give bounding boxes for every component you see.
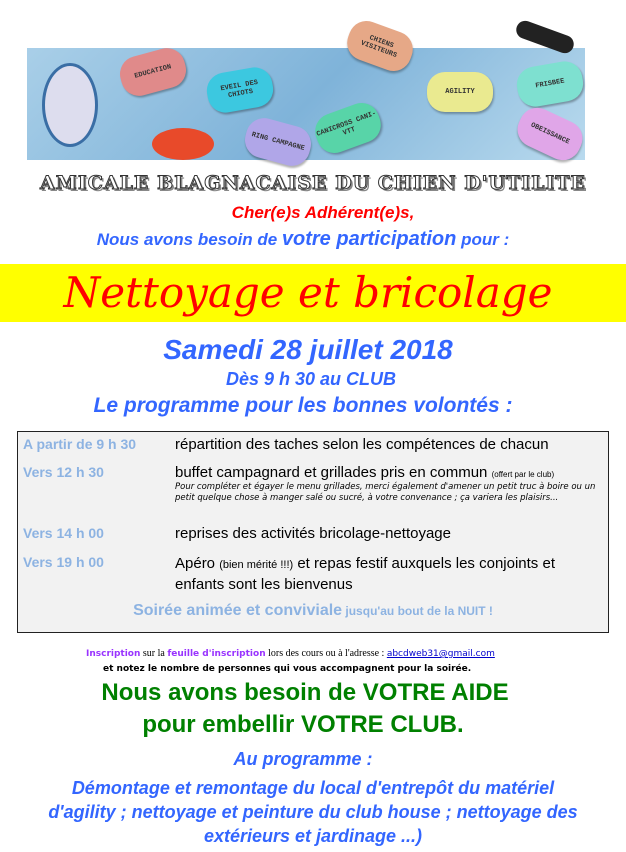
program-heading: Le programme pour les bonnes volontés : (93, 394, 513, 417)
program-time: A partir de 9 h 30 (23, 436, 137, 452)
program-time: Vers 14 h 00 (23, 525, 104, 541)
inscription-a: Inscription (86, 649, 141, 659)
title-band (0, 264, 626, 322)
program-time: Vers 19 h 00 (23, 554, 104, 570)
evening-line (18, 602, 608, 620)
tag-obeissance: OBEISSANCE (512, 102, 589, 166)
dog-medallion (42, 63, 98, 147)
program-desc: reprises des activités bricolage-nettoyage (175, 525, 451, 542)
program-note: Pour compléter et égayer le menu grillades, merci également d'amener un petit truc à boire ou un petit quelque chose à manger salé ou sucré, à votre convenance ; ça variera les plaisirs... (175, 482, 596, 503)
inscription-c: feuille d'inscription (167, 649, 266, 659)
tag-education: EDUCATION (116, 44, 190, 100)
inscription-b: sur la (140, 648, 168, 659)
event-time: Dès 9 h 30 au CLUB (225, 369, 397, 389)
program-small: (bien mérité !!!) (219, 559, 294, 571)
program-desc2: et repas festif auxquels les conjoints et enfants sont les bienvenus (175, 555, 555, 593)
tag-agility: AGILITY (427, 72, 493, 112)
inscription (86, 648, 495, 659)
tag-frisbee: FRISBEE (514, 59, 586, 110)
tag-eveil: EVEIL DES CHIOTS (204, 65, 276, 116)
event-date: Samedi 28 juillet 2018 (163, 334, 453, 365)
inscription-line2: et notez le nombre de personnes qui vous accompagnent pour la soirée. (103, 664, 472, 674)
evening-b: jusqu'au bout de la NUIT ! (342, 604, 493, 618)
event-title: Nettoyage et bricolage (63, 268, 553, 317)
agenda-heading: Au programme : (233, 749, 373, 769)
program-desc: buffet campagnard et grillades pris en commun (175, 464, 488, 481)
intro (0, 228, 616, 251)
inscription-d: lors des cours ou à l'adresse : (265, 648, 387, 659)
banner-image (27, 34, 585, 160)
help-line-2: pour embellir VOTRE CLUB. (142, 711, 464, 738)
tag-ring: RING CAMPAGNE (241, 114, 315, 170)
intro-c: pour : (456, 230, 510, 249)
evening-a: Soirée animée et conviviale (133, 602, 343, 619)
program-box (17, 431, 609, 633)
bowl-image (152, 128, 214, 160)
club-name: AMICALE BLAGNACAISE DU CHIEN D'UTILITE (40, 172, 586, 194)
program-desc: Apéro (175, 555, 216, 572)
tag-canicross: CANICROSS CANI-VTT (310, 98, 386, 158)
email-link[interactable]: abcdweb31@gmail.com (386, 649, 495, 659)
greeting: Cher(e)s Adhérent(e)s, (231, 203, 415, 222)
tag-chiens-visiteurs: CHIENS VISITEURS (342, 16, 418, 76)
intro-a: Nous avons besoin de (96, 230, 282, 249)
intro-b: votre participation (281, 228, 457, 250)
agenda-text: Démontage et remontage du local d'entrepôt du matériel d'agility ; nettoyage et peinture du club house ; nettoyage des extérieurs et jardinage ...) (48, 778, 578, 846)
program-time: Vers 12 h 30 (23, 464, 104, 480)
help-line-1: Nous avons besoin de VOTRE AIDE (101, 679, 509, 706)
program-desc: répartition des taches selon les compétences de chacun (175, 436, 549, 453)
program-small: (offert par le club) (491, 470, 555, 479)
